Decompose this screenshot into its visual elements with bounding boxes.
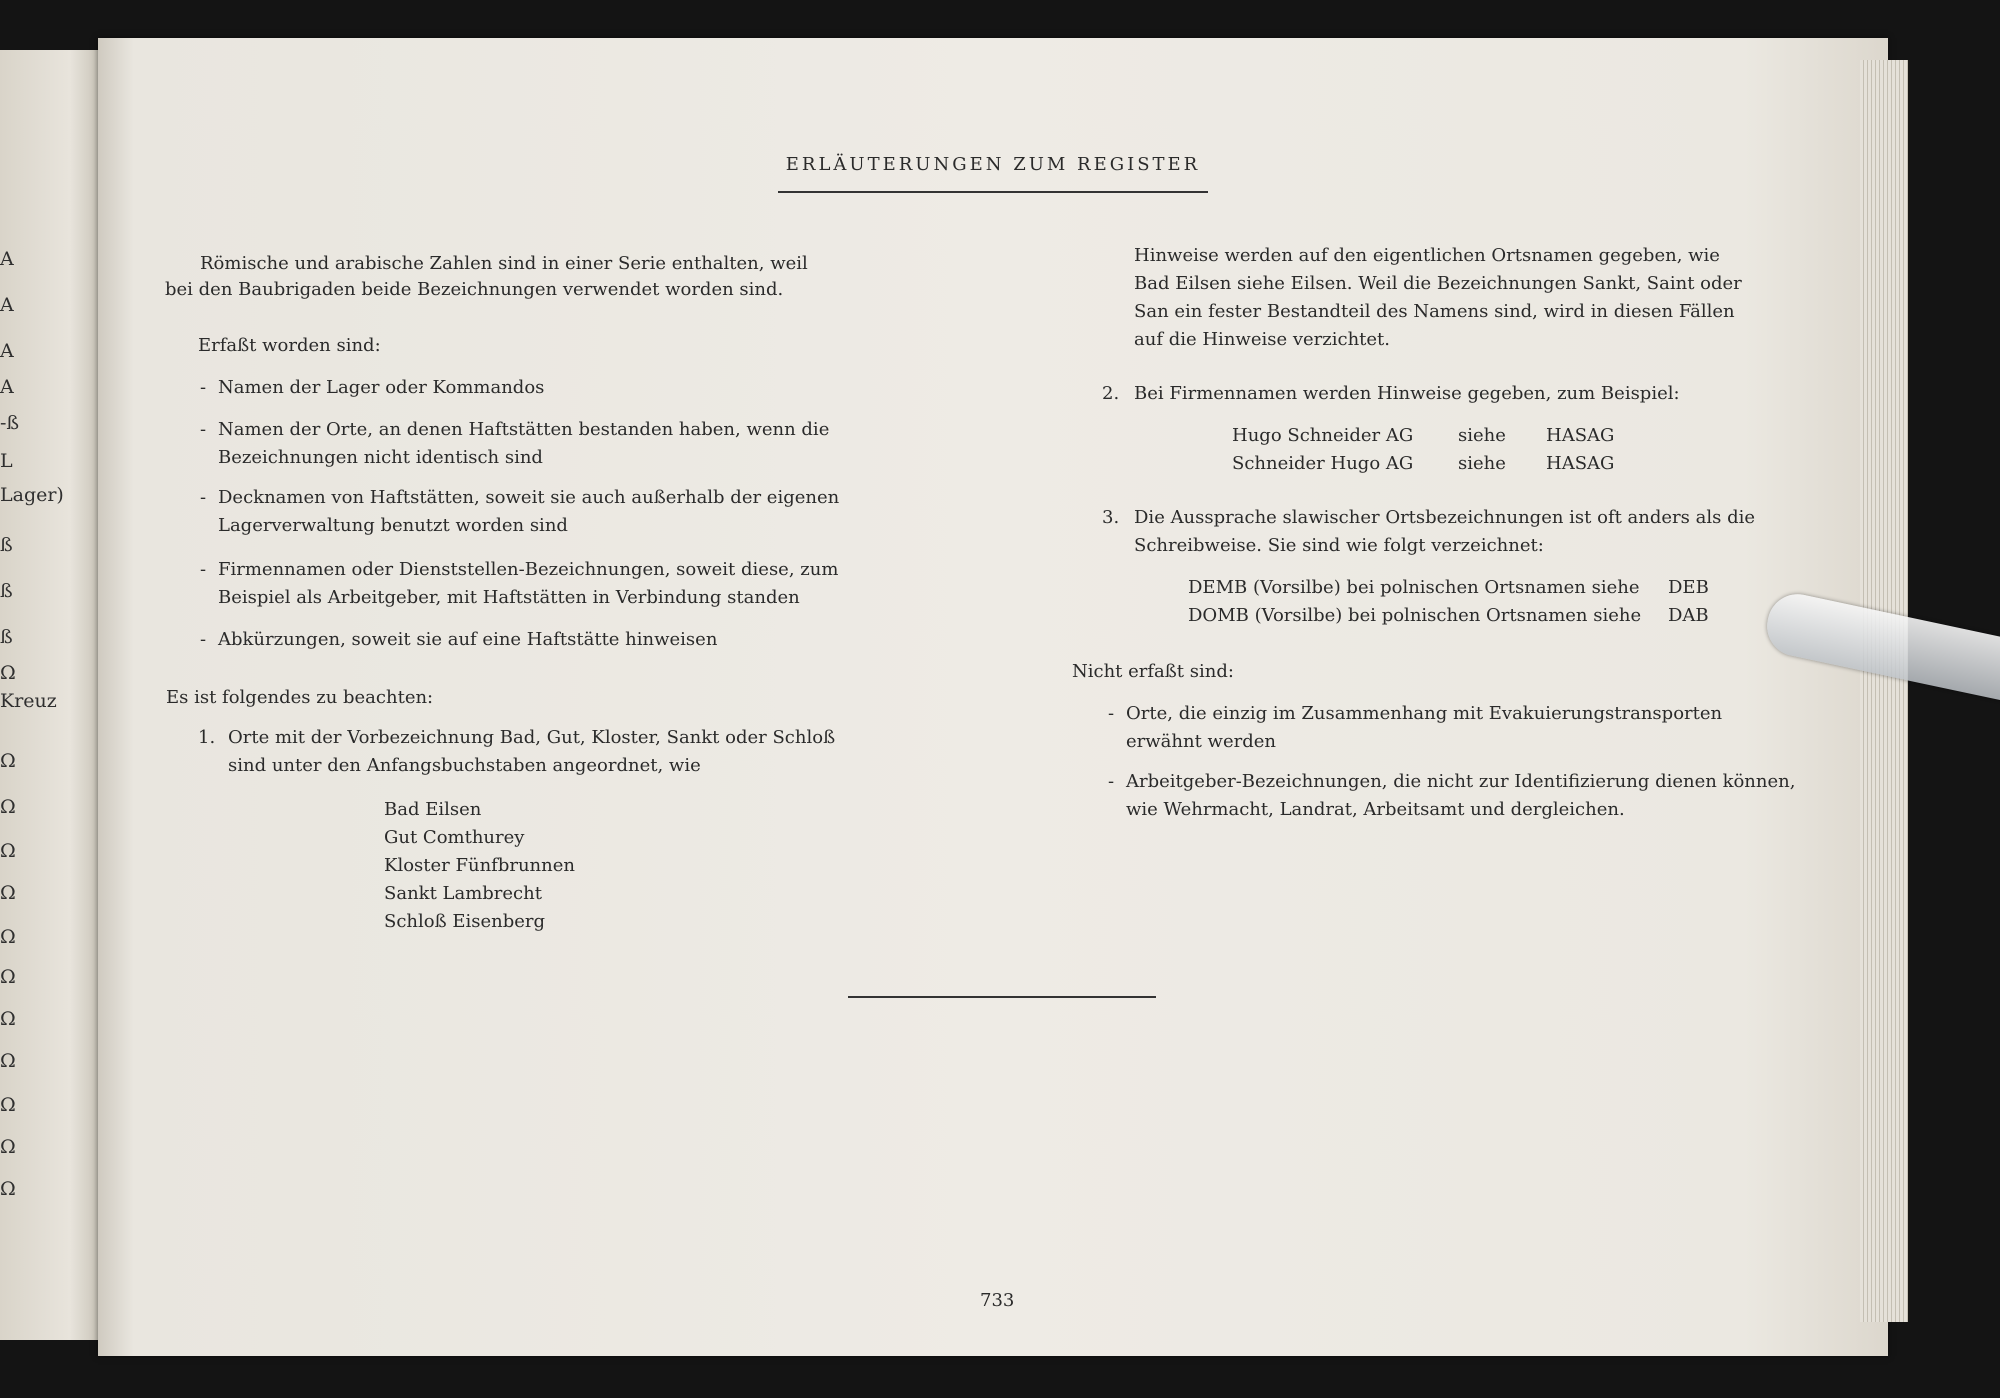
margin-fragment: Ω (0, 1094, 16, 1116)
margin-fragment: ß (0, 534, 13, 556)
example-place: Sankt Lambrecht (384, 883, 542, 904)
list-dash: - (200, 419, 207, 440)
point-number: 3. (1102, 507, 1120, 528)
list-dash: - (1108, 703, 1115, 724)
page-title: ERLÄUTERUNGEN ZUM REGISTER (785, 154, 1201, 175)
continuation-line: Hinweise werden auf den eigentlichen Ortsnamen gegeben, wie (1134, 245, 1720, 266)
example-place: Kloster Fünfbrunnen (384, 855, 575, 876)
margin-fragment: Lager) (0, 484, 64, 506)
list-item: wie Wehrmacht, Landrat, Arbeitsamt und dergleichen. (1126, 799, 1625, 820)
list-item: erwähnt werden (1126, 731, 1276, 752)
list-dash: - (1108, 771, 1115, 792)
margin-fragment: A (0, 294, 14, 316)
erfasst-heading: Erfaßt worden sind: (198, 335, 381, 356)
margin-fragment: Ω (0, 662, 16, 684)
margin-fragment: Ω (0, 796, 16, 818)
margin-fragment: ß (0, 580, 13, 602)
list-item: Beispiel als Arbeitgeber, mit Haftstätten in Verbindung standen (218, 587, 800, 608)
point-number: 2. (1102, 383, 1120, 404)
intro-line: bei den Baubrigaden beide Bezeichnungen verwendet worden sind. (165, 279, 784, 300)
margin-fragment: A (0, 376, 14, 398)
list-item: Namen der Lager oder Kommandos (218, 377, 545, 398)
intro-line: Römische und arabische Zahlen sind in einer Serie enthalten, weil (200, 253, 808, 274)
list-item: Arbeitgeber-Bezeichnungen, die nicht zur Identifizierung dienen können, (1126, 771, 1796, 792)
slavic-example-target: DAB (1668, 605, 1709, 626)
margin-fragment: Ω (0, 926, 16, 948)
company-example-see: siehe (1458, 453, 1506, 474)
list-item: Decknamen von Haftstätten, soweit sie auch außerhalb der eigenen (218, 487, 840, 508)
margin-fragment: L (0, 450, 13, 472)
list-item: Abkürzungen, soweit sie auf eine Haftstätte hinweisen (218, 629, 718, 650)
slavic-example: DEMB (Vorsilbe) bei polnischen Ortsnamen siehe (1188, 577, 1640, 598)
slavic-example-target: DEB (1668, 577, 1709, 598)
company-example-see: siehe (1458, 425, 1506, 446)
page-number: 733 (980, 1290, 1015, 1311)
margin-fragment: A (0, 340, 14, 362)
point-number: 1. (198, 727, 216, 748)
margin-fragment: Kreuz (0, 690, 57, 712)
margin-fragment: Ω (0, 750, 16, 772)
continuation-line: Bad Eilsen siehe Eilsen. Weil die Bezeichnungen Sankt, Saint oder (1134, 273, 1742, 294)
list-item: Firmennamen oder Dienststellen-Bezeichnungen, soweit diese, zum (218, 559, 839, 580)
closing-rule (848, 996, 1156, 998)
point-text: Bei Firmennamen werden Hinweise gegeben, zum Beispiel: (1134, 383, 1680, 404)
company-example-name: Schneider Hugo AG (1232, 453, 1414, 474)
company-example-target: HASAG (1546, 453, 1615, 474)
continuation-line: San ein fester Bestandteil des Namens sind, wird in diesen Fällen (1134, 301, 1735, 322)
margin-fragment: A (0, 248, 14, 270)
margin-fragment: Ω (0, 1178, 16, 1200)
margin-fragment: Ω (0, 1050, 16, 1072)
list-item: Lagerverwaltung benutzt worden sind (218, 515, 568, 536)
margin-fragment: Ω (0, 1136, 16, 1158)
point-text: sind unter den Anfangsbuchstaben angeordnet, wie (228, 755, 701, 776)
list-item: Namen der Orte, an denen Haftstätten bestanden haben, wenn die (218, 419, 830, 440)
margin-fragment: ß (0, 626, 13, 648)
company-example-name: Hugo Schneider AG (1232, 425, 1414, 446)
slavic-example: DOMB (Vorsilbe) bei polnischen Ortsnamen siehe (1188, 605, 1642, 626)
point-text: Orte mit der Vorbezeichnung Bad, Gut, Kloster, Sankt oder Schloß (228, 727, 836, 748)
list-item: Orte, die einzig im Zusammenhang mit Evakuierungstransporten (1126, 703, 1723, 724)
example-place: Bad Eilsen (384, 799, 482, 820)
margin-fragment: -ß (0, 412, 20, 434)
margin-fragment: Ω (0, 840, 16, 862)
example-place: Schloß Eisenberg (384, 911, 546, 932)
list-dash: - (200, 377, 207, 398)
margin-fragment: Ω (0, 966, 16, 988)
example-place: Gut Comthurey (384, 827, 525, 848)
nicht-heading: Nicht erfaßt sind: (1072, 661, 1234, 682)
continuation-line: auf die Hinweise verzichtet. (1134, 329, 1391, 350)
point-text: Die Aussprache slawischer Ortsbezeichnungen ist oft anders als die (1134, 507, 1755, 528)
margin-fragment: Ω (0, 1008, 16, 1030)
list-dash: - (200, 559, 207, 580)
page-stack-edges (1860, 60, 1908, 1322)
list-dash: - (200, 629, 207, 650)
point-text: Schreibweise. Sie sind wie folgt verzeichnet: (1134, 535, 1544, 556)
facing-page-edge (0, 50, 100, 1340)
beachten-heading: Es ist folgendes zu beachten: (166, 687, 434, 708)
company-example-target: HASAG (1546, 425, 1615, 446)
title-underline (778, 191, 1208, 193)
list-dash: - (200, 487, 207, 508)
list-item: Bezeichnungen nicht identisch sind (218, 447, 543, 468)
margin-fragment: Ω (0, 882, 16, 904)
